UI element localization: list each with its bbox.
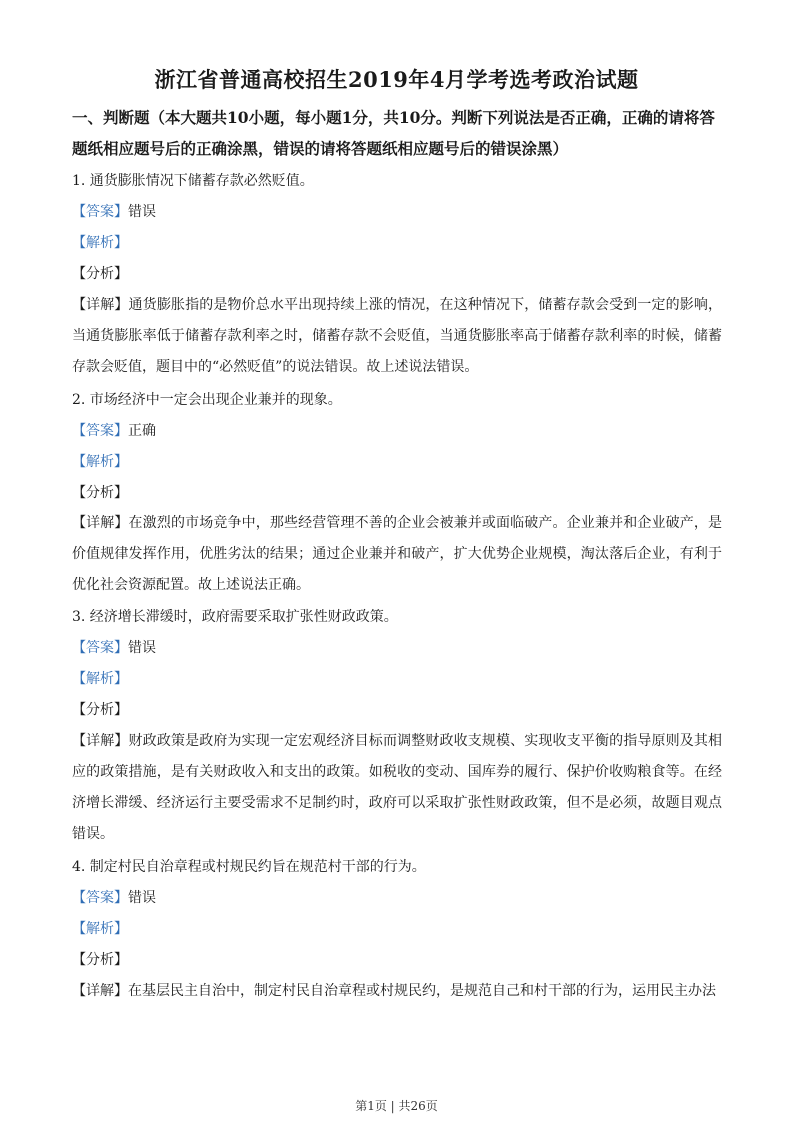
detail-paragraph-2 <box>72 508 722 601</box>
detail-label: 【详解】 <box>72 297 129 313</box>
question-3: 3. 经济增长滞缓时，政府需要采取扩张性财政政策。 <box>72 609 398 625</box>
answer-value: 错误 <box>128 890 156 906</box>
question-4: 4. 制定村民自治章程或村规民约旨在规范村干部的行为。 <box>72 859 426 875</box>
detail-paragraph-1 <box>72 290 722 383</box>
answer-label: 【答案】 <box>72 204 128 220</box>
answer-value: 错误 <box>128 640 156 656</box>
answer-label: 【答案】 <box>72 890 128 906</box>
analysis-label: 【解析】 <box>72 235 128 251</box>
answer-value: 错误 <box>128 204 156 220</box>
answer-label: 【答案】 <box>72 640 128 656</box>
section-heading: 一、判断题（本大题共10小题，每小题1分，共10分。判断下列说法是否正确，正确的请将答题纸相应题号后的正确涂黑，错误的请将答题纸相应题号后的错误涂黑） <box>72 108 715 158</box>
detail-text: 在激烈的市场竞争中，那些经营管理不善的企业会被兼并或面临破产。企业兼并和企业破产，是价值规律发挥作用，优胜劣汰的结果；通过企业兼并和破产，扩大优势企业规模，淘汰落后企业，有利于优化社会资源配置。故上述说法正确。 <box>72 515 723 593</box>
detail-label: 【详解】 <box>72 983 128 999</box>
answer-row-4 <box>72 888 156 908</box>
answer-row-1 <box>72 202 156 222</box>
analysis-label: 【解析】 <box>72 671 128 687</box>
answer-value: 正确 <box>128 423 156 439</box>
detail-text: 财政政策是政府为实现一定宏观经济目标而调整财政收支规模、实现收支平衡的指导原则及其相应的政策措施，是有关财政收入和支出的政策。如税收的变动、国库券的履行、保护价收购粮食等。在经济增长滞缓、经济运行主要受需求不足制约时，政府可以采取扩张性财政政策，但不是必须，故题目观点错误。 <box>72 733 723 842</box>
answer-row-3 <box>72 638 156 658</box>
question-1: 1. 通货膨胀情况下储蓄存款必然贬值。 <box>72 173 314 189</box>
fenxi-label: 【分析】 <box>72 702 128 718</box>
detail-paragraph-4 <box>72 976 722 1007</box>
detail-label: 【详解】 <box>72 733 129 749</box>
detail-text: 通货膨胀指的是物价总水平出现持续上涨的情况，在这种情况下，储蓄存款会受到一定的影响，当通货膨胀率低于储蓄存款利率之时，储蓄存款不会贬值，当通货膨胀率高于储蓄存款利率的时候，储蓄存款会贬值，题目中的“必然贬值”的说法错误。故上述说法错误。 <box>72 297 723 375</box>
question-2: 2. 市场经济中一定会出现企业兼并的现象。 <box>72 392 342 408</box>
detail-text: 在基层民主自治中，制定村民自治章程或村规民约，是规范自己和村干部的行为，运用民主办法 <box>128 983 716 999</box>
detail-label: 【详解】 <box>72 515 129 531</box>
fenxi-label: 【分析】 <box>72 485 128 501</box>
document-title: 浙江省普通高校招生2019年4月学考选考政治试题 <box>154 67 639 92</box>
analysis-label: 【解析】 <box>72 454 128 470</box>
fenxi-label: 【分析】 <box>72 952 128 968</box>
answer-row-2 <box>72 421 156 441</box>
analysis-label: 【解析】 <box>72 921 128 937</box>
fenxi-label: 【分析】 <box>72 266 128 282</box>
page-footer: 第1页 | 共26页 <box>355 1099 438 1113</box>
answer-label: 【答案】 <box>72 423 128 439</box>
detail-paragraph-3 <box>72 726 722 850</box>
